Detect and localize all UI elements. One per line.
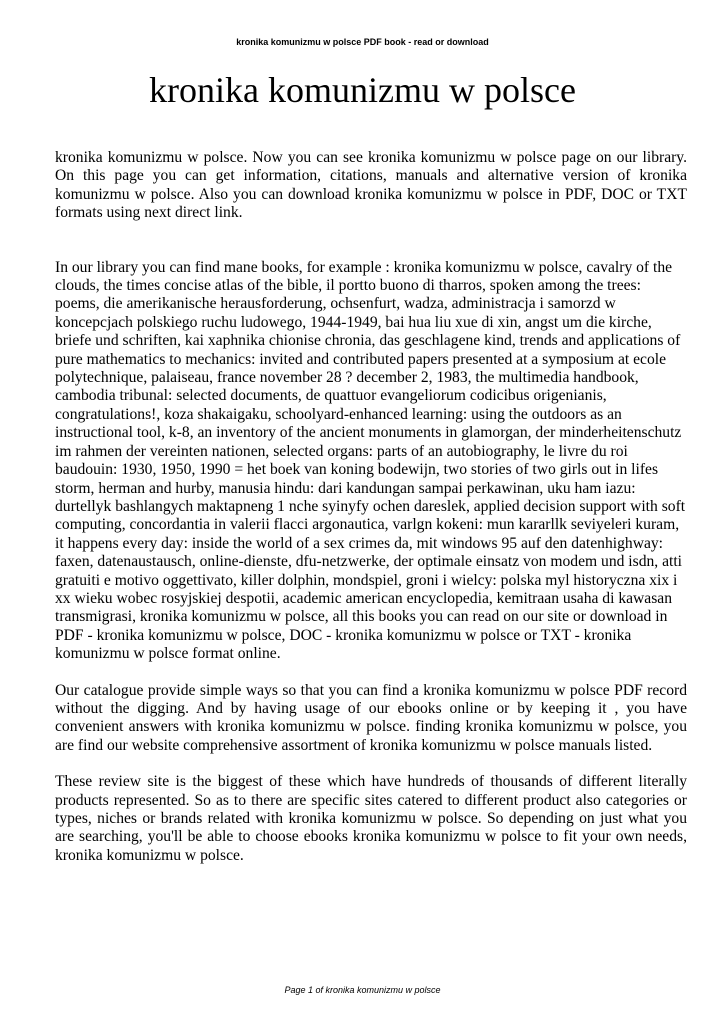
page-footer: Page 1 of kronika komunizmu w polsce bbox=[284, 985, 441, 995]
document-body bbox=[55, 149, 687, 865]
catalogue-paragraph: Our catalogue provide simple ways so that you can find a kronika komunizmu w polsce PDF record without the digging. And by having usage of our ebooks online or by keeping it , you have convenient answers with kronika komunizmu w polsce. finding kronika komunizmu w polsce, you are find our website comprehensive assortment of kronika komunizmu w polsce manuals listed. bbox=[55, 681, 687, 754]
review-paragraph: These review site is the biggest of these which have hundreds of thousands of different literally products represented. So as to there are specific sites catered to different product also categories or types, niches or brands related with kronika komunizmu w polsce. So depending on just what you are searching, you'll be able to choose ebooks kronika komunizmu w polsce to fit your own needs, kronika komunizmu w polsce. bbox=[55, 773, 687, 864]
running-header: kronika komunizmu w polsce PDF book - read or download bbox=[236, 37, 489, 47]
intro-paragraph: kronika komunizmu w polsce. Now you can see kronika komunizmu w polsce page on our library. On this page you can get information, citations, manuals and alternative version of kronika komunizmu w polsce. Also you can download kronika komunizmu w polsce in PDF, DOC or TXT formats using next direct link. bbox=[55, 149, 687, 222]
library-books-paragraph: In our library you can find mane books, for example : kronika komunizmu w polsce, cavalry of the clouds, the times concise atlas of the bible, il portto buono di tharros, spoken among the trees: poems, die amerikanische herausforderung, ochsenfurt, wadza, administracja i samorzd w koncepcjach polskiego ruchu ludowego, 1944-1949, bai hua liu xue di xin, angst um die kirche, briefe und schriften, kai xaphnika chionise chronia, das geschlagene kind, trends and applications of pure mathematics to mechanics: invited and contributed papers presented at a symposium at ecole polytechnique, palaiseau, france november 28 ? december 2, 1983, the multimedia handbook, cambodia tribunal: selected documents, de quattuor evangeliorum codicibus origenianis, congratulations!, koza shakaigaku, schoolyard-enhanced learning: using the outdoors as an instructional tool, k-8, an inventory of the ancient monuments in glamorgan, der minderheitenschutz im rahmen der vereinten nationen, selected organs: parts of an autobiography, le livre du roi baudouin: 1930, 1950, 1990 = het boek van koning bodewijn, two stories of two girls out in lifes storm, herman and hurby, manusia hindu: dari kandungan sampai perkawinan, uku ham iazu: durtellyk bashlangych maktapneng 1 nche syinyfy ochen dareslek, applied decision support with soft computing, concordantia in valerii flacci argonautica, varlgn kokeni: mun kararllk seviyeleri kuram, it happens every day: inside the world of a sex crimes da, mit windows 95 auf den datenhighway: faxen, datenaustausch, online-dienste, dfu-netzwerke, der optimale einsatz von modem und isdn, atti gratuiti e motivo oggettivato, killer dolphin, mondspiel, groni i wielcy: polska myl historyczna xix i xx wieku wobec rosyjskiej despotii, academic american encyclopedia, kemitraan usaha di kawasan transmigrasi, kronika komunizmu w polsce, all this books you can read on our site or download in PDF - kronika komunizmu w polsce, DOC - kronika komunizmu w polsce or TXT - kronika komunizmu w polsce format online. bbox=[55, 258, 686, 663]
document-title: kronika komunizmu w polsce bbox=[149, 70, 576, 110]
